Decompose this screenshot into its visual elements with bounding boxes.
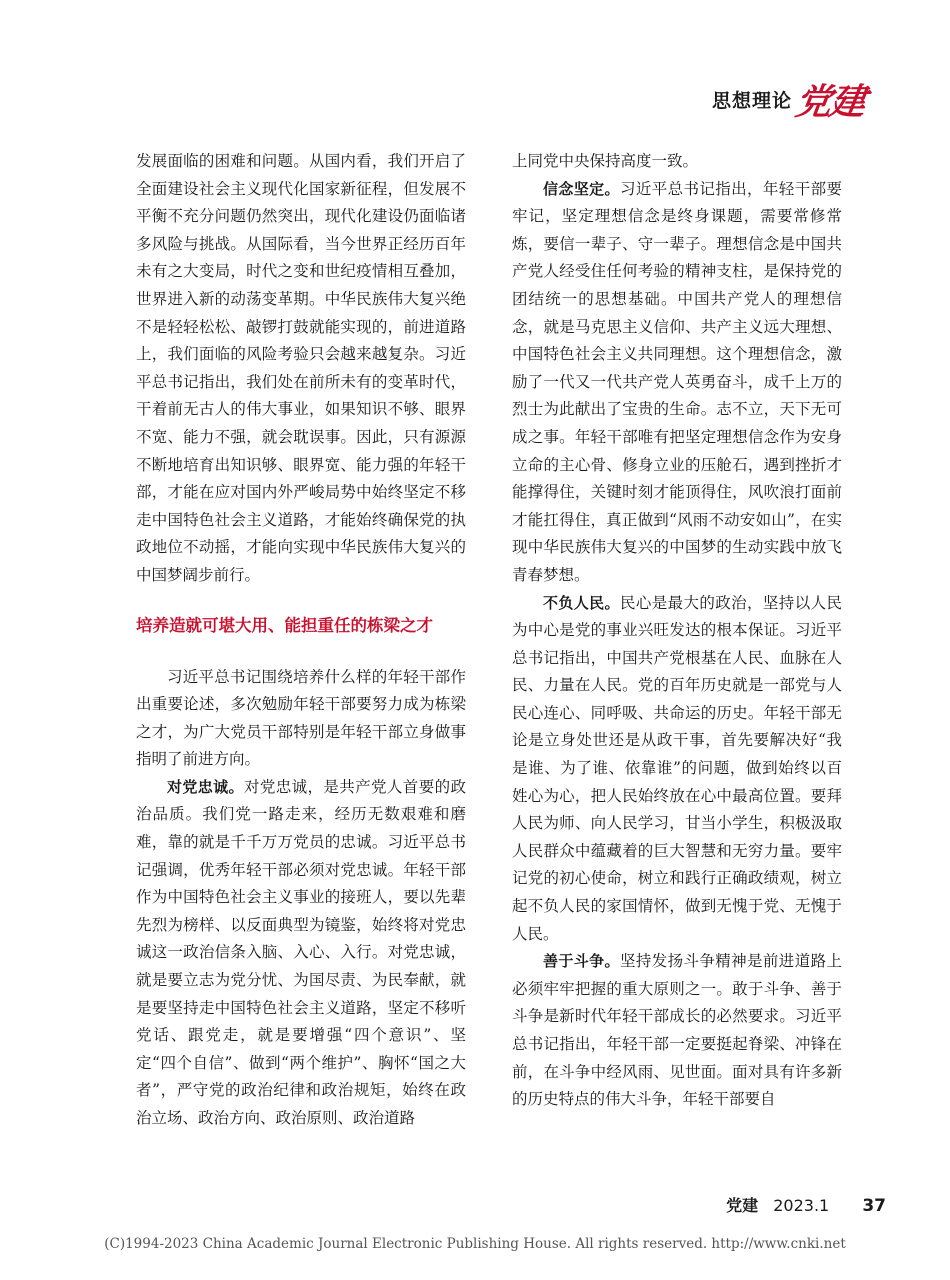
footer-magazine: 党建 <box>726 1196 759 1215</box>
magazine-logo: 党建 <box>792 81 867 123</box>
page-footer <box>726 1193 886 1216</box>
paragraph-text: 民心是最大的政治，坚持以人民为中心是党的事业兴旺发达的根本保证。习近平总书记指出，中国共产党根基在人民、血脉在人民、力量在人民。党的百年历史就是一部党与人民心连心、同呼吸、共命运的历史。年轻干部无论是立身处世还是从政干事，首先要解决好“我是谁、为了谁、依靠谁”的问题，做到始终以百姓心为心，把人民始终放在心中最高位置。要拜人民为师、向人民学习，甘当小学生，积极汲取人民群众中蕴藏着的巨大智慧和无穷力量。要牢记党的初心使命，树立和践行正确政绩观，树立起不负人民的家国情怀，做到无愧于党、无愧于人民。 <box>512 593 842 943</box>
paragraph: 习近平总书记围绕培养什么样的年轻干部作出重要论述，多次勉励年轻干部要努力成为栋梁之才，为广大党员干部特别是年轻干部立身做事指明了前进方向。 <box>136 667 466 769</box>
right-column <box>512 148 842 1114</box>
paragraph <box>512 590 842 949</box>
paragraph-keyword: 对党忠诚。 <box>167 777 244 796</box>
section-heading: 培养造就可堪大用、能担重任的栋梁之才 <box>136 615 433 635</box>
paragraph <box>136 774 466 1133</box>
paragraph <box>512 176 842 590</box>
paragraph: 发展面临的困难和问题。从国内看，我们开启了全面建设社会主义现代化国家新征程，但发展不平衡不充分问题仍然突出，现代化建设仍面临诸多风险与挑战。从国际看，当今世界正经历百年未有之大变局，时代之变和世纪疫情相互叠加，世界进入新的动荡变革期。中华民族伟大复兴绝不是轻轻松松、敲锣打鼓就能实现的，前进道路上，我们面临的风险考验只会越来越复杂。习近平总书记指出，我们处在前所未有的变革时代，干着前无古人的伟大事业，如果知识不够、眼界不宽、能力不强，就会耽误事。因此，只有源源不断地培育出知识够、眼界宽、能力强的年轻干部，才能在应对国内外严峻局势中始终坚定不移走中国特色社会主义道路，才能始终确保党的执政地位不动摇，才能向实现中华民族伟大复兴的中国梦阔步前行。 <box>136 152 466 584</box>
paragraph-text: 习近平总书记指出，年轻干部要牢记，坚定理想信念是终身课题，需要常修常炼，要信一辈子、守一辈子。理想信念是中国共产党人经受住任何考验的精神支柱，是保持党的团结统一的思想基础。中国共产党人的理想信念，就是马克思主义信仰、共产主义远大理想、中国特色社会主义共同理想。这个理想信念，激励了一代又一代共产党人英勇奋斗，成千上万的烈士为此献出了宝贵的生命。志不立，天下无可成之事。年轻干部唯有把坚定理想信念作为安身立命的主心骨、修身立业的压舱石，遇到挫折才能撑得住，关键时刻才能顶得住，风吹浪打面前才能扛得住，真正做到“风雨不动安如山”，在实现中华民族伟大复兴的中国梦的生动实践中放飞青春梦想。 <box>512 179 842 584</box>
copyright-notice: (C)1994-2023 China Academic Journal Electronic Publishing House. All rights reserved. http://www.cnki.net <box>104 1236 846 1252</box>
section-title: 思想理论 <box>711 90 792 112</box>
footer-issue: 2023.1 <box>773 1196 830 1215</box>
left-column <box>136 148 466 1133</box>
paragraph-keyword: 不负人民。 <box>543 593 620 612</box>
page-header <box>0 70 870 123</box>
paragraph-keyword: 信念坚定。 <box>543 179 620 198</box>
paragraph-keyword: 善于斗争。 <box>543 952 620 971</box>
paragraph-text: 坚持发扬斗争精神是前进道路上必须牢牢把握的重大原则之一。敢于斗争、善于斗争是新时代年轻干部成长的必然要求。习近平总书记指出，年轻干部一定要挺起脊梁、冲锋在前，在斗争中经风雨、见世面。面对具有许多新的历史特点的伟大斗争，年轻干部要自 <box>512 952 842 1109</box>
paragraph: 上同党中央保持高度一致。 <box>512 152 699 170</box>
paragraph-text: 对党忠诚，是共产党人首要的政治品质。我们党一路走来，经历无数艰难和磨难，靠的就是千千万万党员的忠诚。习近平总书记强调，优秀年轻干部必须对党忠诚。年轻干部作为中国特色社会主义事业的接班人，要以先辈先烈为榜样、以反面典型为镜鉴，始终将对党忠诚这一政治信条入脑、入心、入行。对党忠诚，就是要立志为党分忧、为国尽责、为民奉献，就是要坚持走中国特色社会主义道路，坚定不移听党话、跟党走，就是要增强“四个意识”、坚定“四个自信”、做到“两个维护”、胸怀“国之大者”，严守党的政治纪律和政治规矩，始终在政治立场、政治方向、政治原则、政治道路 <box>136 777 466 1127</box>
paragraph <box>512 948 842 1114</box>
page-number: 37 <box>862 1196 886 1216</box>
